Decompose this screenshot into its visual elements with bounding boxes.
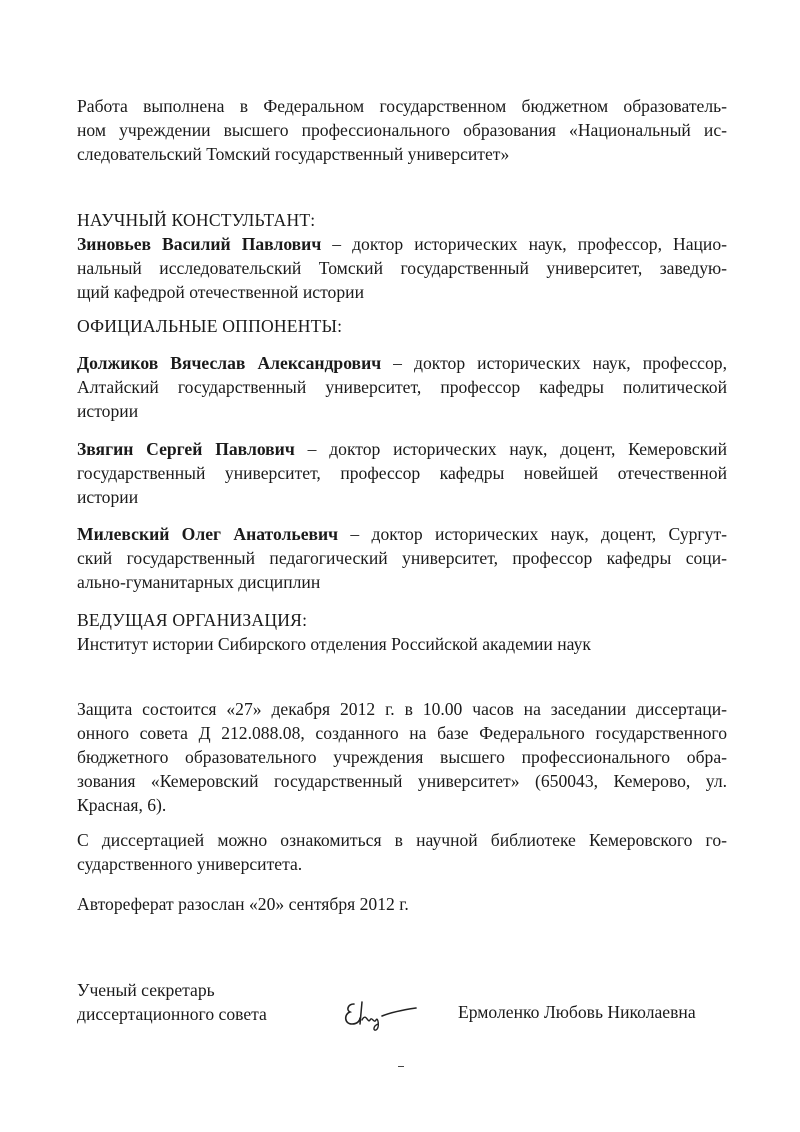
opponent-line: ально-гуманитарных дисциплин	[77, 572, 321, 592]
leading-org-heading: ВЕДУЩАЯ ОРГАНИЗАЦИЯ:	[77, 610, 308, 630]
opponent-line	[77, 437, 727, 461]
mailing-text: Автореферат разослан «20» сентября 2012 г.	[77, 894, 409, 914]
intro-paragraph	[77, 94, 727, 166]
defense-line: Красная, 6).	[77, 795, 167, 815]
consultant-line: щий кафедрой отечественной истории	[77, 282, 364, 302]
intro-line: ном учреждении высшего профессионального образования «Национальный ис-	[77, 120, 727, 140]
secretary-name: Ермоленко Любовь Николаевна	[458, 1002, 696, 1022]
consultant-heading: НАУЧНЫЙ КОНСТУЛЬТАНТ:	[77, 210, 316, 230]
page-mark	[398, 1066, 404, 1067]
leading-org-section	[77, 608, 727, 656]
defense-paragraph	[77, 697, 727, 817]
library-paragraph	[77, 828, 727, 876]
opponent-desc: – доктор исторических наук, доцент, Сургут-	[338, 524, 727, 544]
opponent-line: истории	[77, 401, 139, 421]
opponent-name: Должиков Вячеслав Александрович	[77, 353, 382, 373]
intro-line: следовательский Томский государственный университет»	[77, 144, 510, 164]
opponent-line: истории	[77, 487, 139, 507]
opponents-heading: ОФИЦИАЛЬНЫЕ ОППОНЕНТЫ:	[77, 316, 343, 336]
consultant-name: Зиновьев Василий Павлович	[77, 234, 322, 254]
opponent-item	[77, 522, 727, 594]
opponent-desc: – доктор исторических наук, доцент, Кемеровский	[294, 439, 727, 459]
defense-line: Защита состоится «27» декабря 2012 г. в 10.00 часов на заседании диссертаци-	[77, 699, 727, 719]
defense-line: бюджетного образовательного учреждения высшего профессионального обра-	[77, 747, 727, 767]
opponents-heading-block	[77, 314, 727, 338]
opponent-name: Милевский Олег Анатольевич	[77, 524, 339, 544]
consultant-line: нальный исследовательский Томский государственный университет, заведую-	[77, 258, 727, 278]
defense-line: зования «Кемеровский государственный университет» (650043, Кемерово, ул.	[77, 771, 727, 791]
opponent-name: Звягин Сергей Павлович	[77, 439, 295, 459]
opponent-desc: – доктор исторических наук, профессор,	[381, 353, 727, 373]
opponent-item	[77, 437, 727, 509]
consultant-section	[77, 208, 727, 304]
opponent-line: ский государственный педагогический университет, профессор кафедры соци-	[77, 548, 727, 568]
opponent-line	[77, 522, 727, 546]
consultant-desc: – доктор исторических наук, профессор, Нацио-	[321, 234, 727, 254]
leading-org-text: Институт истории Сибирского отделения Российской академии наук	[77, 634, 591, 654]
signature-image	[340, 994, 420, 1034]
secretary-title-line: Ученый секретарь	[77, 980, 215, 1000]
mailing-paragraph	[77, 892, 727, 916]
opponent-line: Алтайский государственный университет, профессор кафедры политической	[77, 377, 727, 397]
library-line: сударственного университета.	[77, 854, 303, 874]
opponent-line	[77, 351, 727, 375]
opponent-line: государственный университет, профессор кафедры новейшей отечественной	[77, 463, 727, 483]
intro-line: Работа выполнена в Федеральном государственном бюджетном образователь-	[77, 96, 727, 116]
consultant-line	[77, 232, 727, 256]
secretary-title-line: диссертационного совета	[77, 1004, 267, 1024]
library-line: С диссертацией можно ознакомиться в научной библиотеке Кемеровского го-	[77, 830, 727, 850]
opponent-item	[77, 351, 727, 423]
defense-line: онного совета Д 212.088.08, созданного на базе Федерального государственного	[77, 723, 727, 743]
